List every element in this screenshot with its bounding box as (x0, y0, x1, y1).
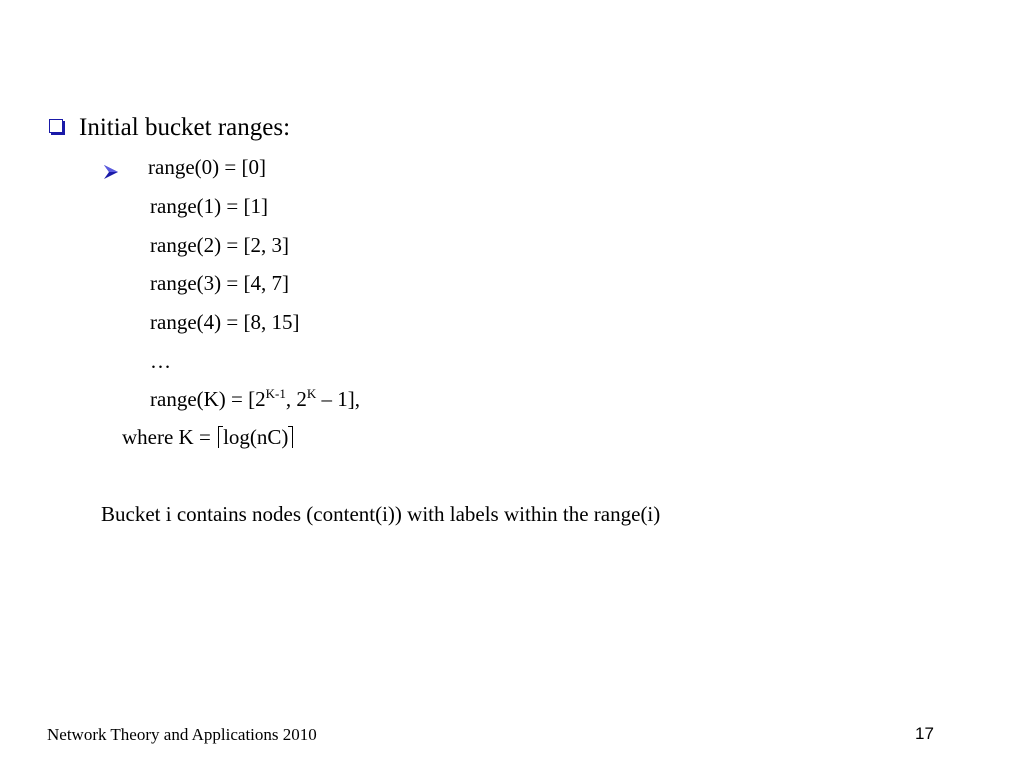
range-1-line: range(1) = [1] (150, 194, 268, 218)
range-k-exponent-2: K (306, 386, 317, 401)
bucket-note: Bucket i contains nodes (content(i)) with labels within the range(i) (101, 502, 661, 526)
range-4-line: range(4) = [8, 15] (150, 310, 300, 334)
where-k-line (122, 425, 295, 449)
ceiling-open-icon (216, 426, 223, 448)
range-k-middle: , 2 (285, 387, 307, 411)
range-k-exponent-1: K-1 (265, 386, 286, 401)
where-k-prefix: where K = (122, 425, 217, 449)
range-k-prefix: range(K) = [2 (150, 387, 266, 411)
where-k-expression: log(nC) (223, 425, 289, 449)
range-3-line: range(3) = [4, 7] (150, 271, 289, 295)
range-k-suffix: – 1], (316, 387, 360, 411)
range-0-line: range(0) = [0] (148, 155, 266, 179)
range-k-line (150, 387, 360, 411)
ceiling-close-icon (288, 426, 295, 448)
page-number: 17 (915, 724, 934, 743)
ellipsis-line: … (150, 349, 171, 373)
range-2-line: range(2) = [2, 3] (150, 233, 289, 257)
slide-heading: Initial bucket ranges: (79, 114, 291, 141)
checkbox-bullet-icon (49, 119, 63, 133)
footer-title: Network Theory and Applications 2010 (47, 725, 317, 744)
arrow-bullet-icon (103, 164, 119, 180)
